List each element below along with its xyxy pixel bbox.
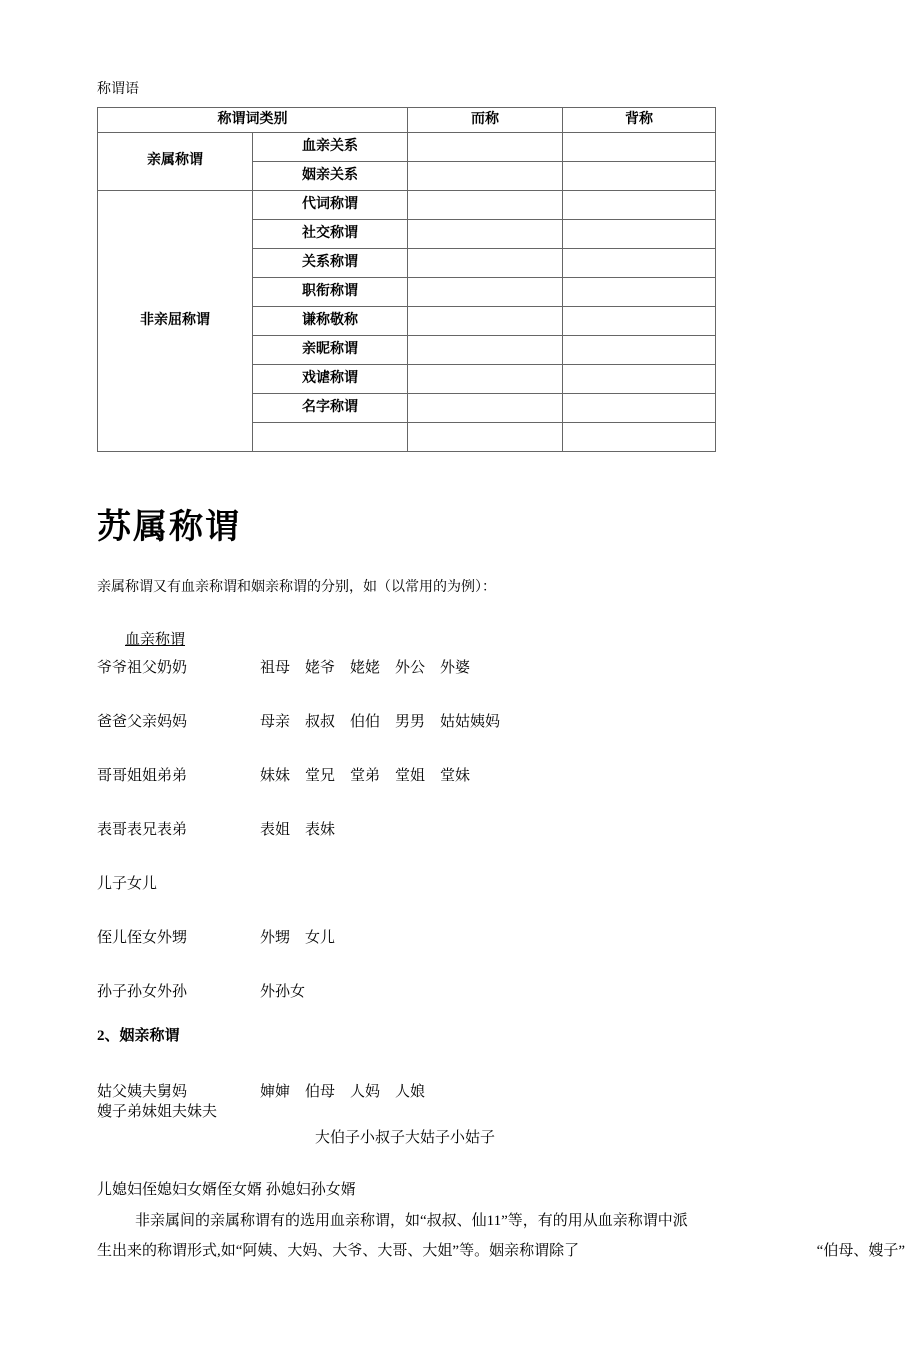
blood-row-right: 妹妹 堂兄 堂弟 堂姐 堂妹: [260, 767, 471, 784]
table-header-face: 而称: [408, 108, 563, 133]
table-row: [98, 191, 716, 220]
blood-row-left: 哥哥姐姐弟弟: [97, 767, 188, 784]
table-empty-cell: [408, 220, 563, 249]
table-subrow-label: 名字称谓: [253, 394, 408, 423]
marriage-row: 大伯子小叔子大姑子小姑子: [315, 1129, 496, 1146]
table-empty-cell: [563, 365, 716, 394]
blood-row-right: 祖母 姥爷 姥姥 外公 外婆: [260, 659, 471, 676]
table-empty-cell: [408, 162, 563, 191]
section-title: 苏属称谓: [97, 509, 241, 546]
table-empty-cell: [563, 394, 716, 423]
table-empty-cell: [408, 394, 563, 423]
table-group-nonkinship: 非亲屈称谓: [98, 191, 253, 452]
table-subrow-label: 社交称谓: [253, 220, 408, 249]
table-subrow-label: 职衔称谓: [253, 278, 408, 307]
table-empty-cell: [408, 336, 563, 365]
table-empty-cell: [408, 133, 563, 162]
table-subrow-label: 谦称敬称: [253, 307, 408, 336]
closing-line-2-start: 生出来的称谓形式,如“阿姨、大妈、大爷、大哥、大姐”等。姻亲称谓除了: [97, 1242, 580, 1259]
blood-kinship-heading: 血亲称谓: [125, 631, 186, 648]
blood-row: [97, 658, 905, 678]
blood-row: [97, 982, 905, 1002]
table-subrow-label: 血亲关系: [253, 133, 408, 162]
blood-row: [97, 766, 905, 786]
doc-label: 称谓语: [97, 82, 139, 97]
classification-table: [97, 107, 716, 452]
blood-row-right: 表姐 表妹: [260, 821, 336, 838]
table-subrow-label: 关系称谓: [253, 249, 408, 278]
table-header-back: 背称: [563, 108, 716, 133]
table-empty-cell: [563, 423, 716, 452]
table-empty-cell: [563, 191, 716, 220]
blood-row-right: 母亲 叔叔 伯伯 男男 姑姑姨妈: [260, 713, 501, 730]
table-empty-cell: [408, 191, 563, 220]
blood-row-left: 侄儿侄女外甥: [97, 929, 188, 946]
blood-row-left: 孙子孙女外孙: [97, 983, 188, 1000]
blood-row: [97, 874, 905, 894]
table-empty-cell: [408, 278, 563, 307]
marriage-row: 嫂子弟妹姐夫妹夫: [97, 1103, 218, 1120]
closing-line-1: 非亲属间的亲属称谓有的选用血亲称谓，如“叔叔、仙11”等，有的用从血亲称谓中派: [135, 1212, 688, 1229]
table-group-kinship: 亲属称谓: [98, 133, 253, 191]
table-empty-cell: [563, 162, 716, 191]
table-header-row: [98, 108, 716, 133]
marriage-row-right: 婶婶 伯母 人妈 人娘: [260, 1083, 426, 1100]
section-intro: 亲属称谓又有血亲称谓和姻亲称谓的分别，如（以常用的为例）：: [97, 579, 496, 595]
table-empty-cell: [408, 423, 563, 452]
blood-row-left: 表哥表兄表弟: [97, 821, 188, 838]
marriage-row: [97, 1082, 905, 1102]
table-empty-cell: [563, 307, 716, 336]
table-empty-cell: [408, 249, 563, 278]
blood-row-right: 外孙女: [260, 983, 306, 1000]
table-empty-cell: [408, 307, 563, 336]
table-empty-cell: [563, 133, 716, 162]
blood-row-left: 儿子女儿: [97, 875, 158, 892]
marriage-row-left: 姑父姨夫舅妈: [97, 1083, 188, 1100]
table-empty-cell: [563, 336, 716, 365]
blood-row-right: [260, 874, 905, 894]
closing-line-2: [97, 1236, 905, 1266]
table-header-category: 称谓词类别: [98, 108, 408, 133]
closing-line-2-end: “伯母、嫂子”: [816, 1242, 905, 1259]
table-subrow-label: 姻亲关系: [253, 162, 408, 191]
table-empty-cell: [563, 278, 716, 307]
table-empty-cell: [563, 220, 716, 249]
table-empty-cell: [408, 365, 563, 394]
table-subrow-label: 代词称谓: [253, 191, 408, 220]
table-empty-cell: [563, 249, 716, 278]
table-subrow-label: [253, 423, 408, 452]
blood-row: [97, 712, 905, 732]
table-row: [98, 133, 716, 162]
marriage-kinship-heading: 2、姻亲称谓: [97, 1027, 180, 1044]
closing-paragraph: [97, 1206, 905, 1266]
table-subrow-label: 戏谑称谓: [253, 365, 408, 394]
blood-row-left: 爸爸父亲妈妈: [97, 713, 188, 730]
blood-row: [97, 820, 905, 840]
blood-row-right: 外甥 女儿: [260, 929, 336, 946]
blood-row: [97, 928, 905, 948]
blood-row-left: 爷爷祖父奶奶: [97, 659, 188, 676]
table-subrow-label: 亲昵称谓: [253, 336, 408, 365]
marriage-row: 儿媳妇侄媳妇女婿侄女婿 孙媳妇孙女婿: [97, 1181, 356, 1198]
